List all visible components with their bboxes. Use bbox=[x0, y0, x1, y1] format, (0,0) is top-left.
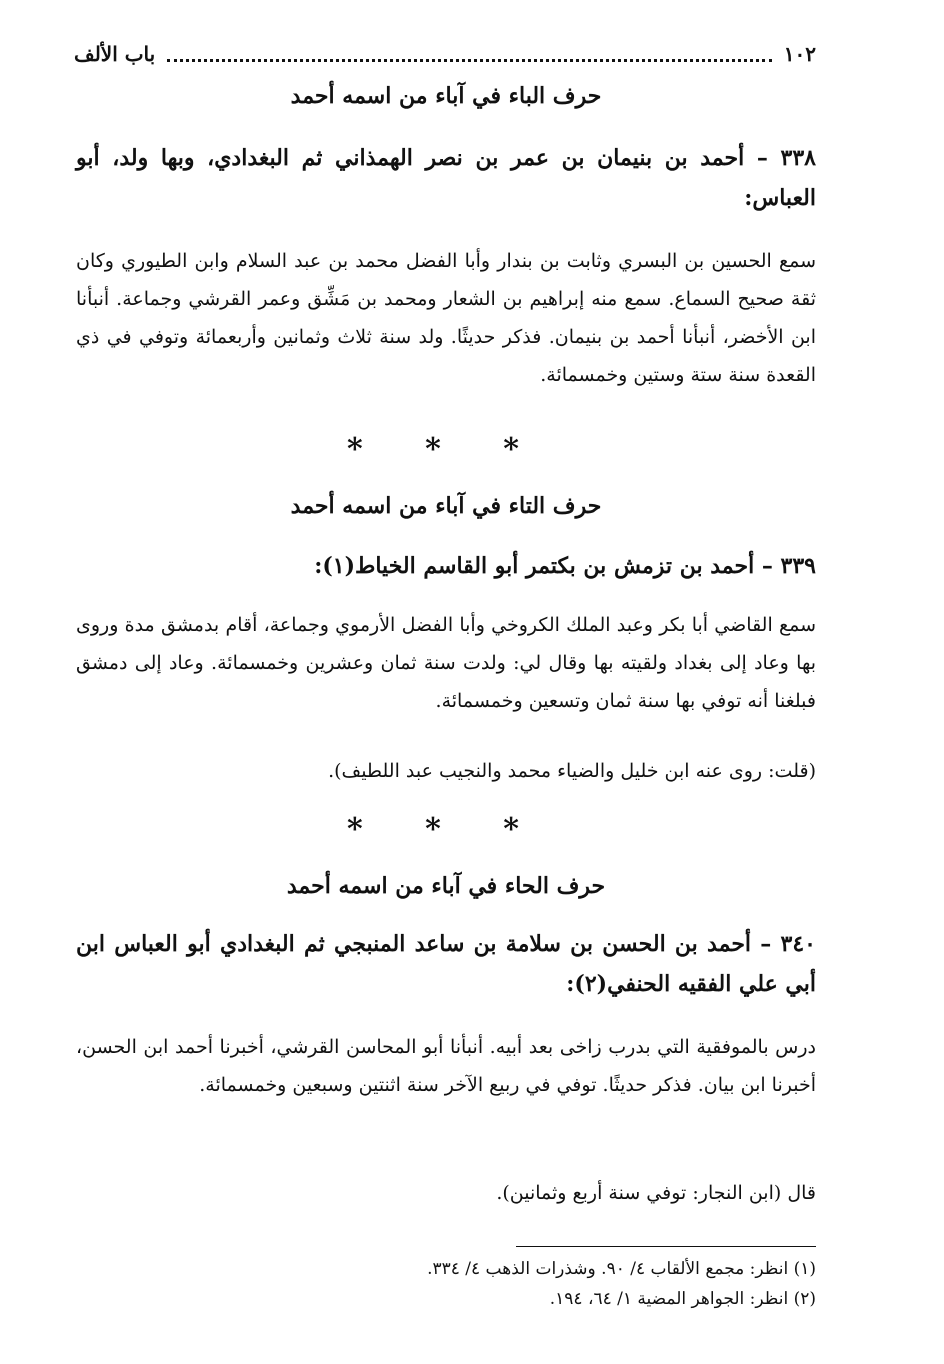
entry-338 bbox=[76, 138, 816, 218]
entry-340-body bbox=[76, 1028, 816, 1104]
footnote-1: (١) انظر: مجمع الألقاب ٤/ ٩٠. وشذرات الذهب ٤/ ٣٣٤. bbox=[427, 1259, 816, 1279]
entry-note: (قلت: روى عنه ابن خليل والضياء محمد والنجيب عبد اللطيف). bbox=[328, 760, 816, 782]
section-heading: حرف الحاء في آباء من اسمه أحمد bbox=[286, 873, 606, 899]
page-number: ١٠٢ bbox=[783, 42, 816, 66]
chapter-title: باب الألف bbox=[74, 42, 156, 66]
section-ha bbox=[76, 868, 816, 904]
section-separator: * * * bbox=[347, 432, 545, 467]
entry-title: ٣٤٠ – أحمد بن الحسن بن سلامة بن ساعد المنبجي ثم البغدادي أبو العباس ابن أبي علي الفقيه الحنفي(٢): bbox=[76, 931, 816, 997]
entry-paragraph: درس بالموفقية التي بدرب زاخى بعد أبيه. أنبأنا أبو المحاسن القرشي، أخبرنا أحمد ابن الحسن، أخبرنا ابن بيان. فذكر حديثًا. توفي في ربيع الآخر سنة اثنتين وسبعين وخمسمائة. bbox=[76, 1036, 816, 1096]
entry-338-body bbox=[76, 242, 816, 394]
section-heading: حرف التاء في آباء من اسمه أحمد bbox=[290, 493, 602, 519]
entry-title: ٣٣٩ – أحمد بن تزمش بن بكتمر أبو القاسم الخياط(١): bbox=[314, 553, 816, 579]
entry-paragraph: سمع القاضي أبا بكر وعبد الملك الكروخي وأبا الفضل الأرموي وجماعة، أقام بدمشق مدة وروى بها وعاد إلى بغداد ولقيته بها وقال لي: ولدت سنة ثمان وعشرين وخمسمائة. وعاد إلى دمشق فبلغنا أنه توفي بها سنة ثمان وتسعين وخمسمائة. bbox=[76, 614, 816, 712]
entry-339 bbox=[76, 546, 816, 586]
entry-title: ٣٣٨ – أحمد بن بنيمان بن عمر بن نصر الهمذاني ثم البغدادي، وبها ولد، أبو العباس: bbox=[76, 145, 816, 211]
running-header bbox=[74, 38, 816, 70]
footnote-2: (٢) انظر: الجواهر المضية ١/ ٦٤، ١٩٤. bbox=[549, 1289, 816, 1309]
footnote-rule bbox=[516, 1246, 816, 1247]
header-leader-dots bbox=[167, 47, 772, 62]
section-ta bbox=[76, 488, 816, 524]
entry-340 bbox=[76, 924, 816, 1004]
section-heading: حرف الباء في آباء من اسمه أحمد bbox=[290, 83, 602, 109]
section-separator: * * * bbox=[347, 812, 545, 847]
entry-339-note bbox=[76, 752, 816, 790]
entry-339-body bbox=[76, 606, 816, 720]
footnotes bbox=[76, 1254, 816, 1314]
entry-paragraph: سمع الحسين بن البسري وثابت بن بندار وأبا الفضل محمد بن عبد السلام وابن الطيوري وكان ثقة صحيح السماع. سمع منه إبراهيم بن الشعار ومحمد بن مَشِّق وعمر القرشي وجماعة. أنبأنا ابن الأخضر، أنبأنا أحمد بن بنيمان. فذكر حديثًا. ولد سنة ثلاث وثمانين وأربعمائة وتوفي في ذي القعدة سنة ستة وستين وخمسمائة. bbox=[76, 250, 816, 386]
entry-note: قال (ابن النجار: توفي سنة أربع وثمانين). bbox=[496, 1182, 816, 1204]
section-ba bbox=[76, 78, 816, 114]
entry-340-note bbox=[76, 1174, 816, 1212]
